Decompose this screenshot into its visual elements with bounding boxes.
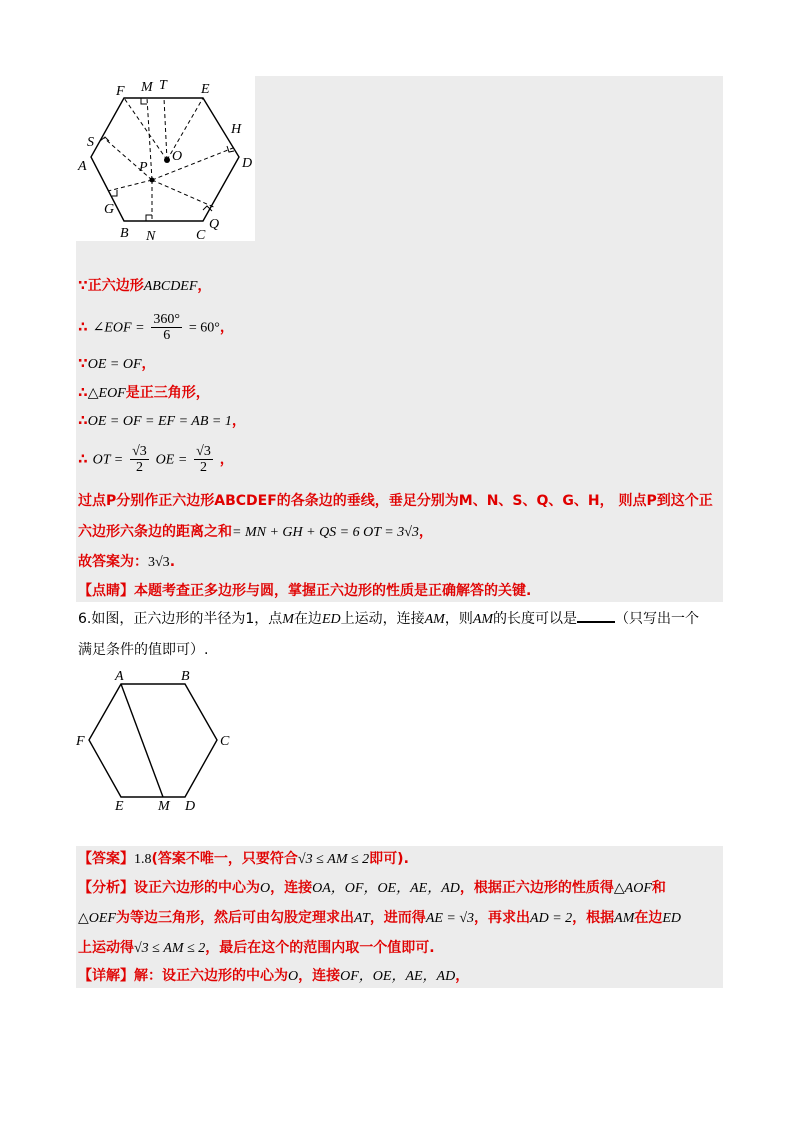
label-q: Q [209, 217, 220, 232]
hexagon-outline-2 [89, 684, 217, 797]
analysis-line-2: △OEF为等边三角形，然后可由勾股定理求出AT，进而得AE = √3，再求出AD = 2，根据AM在边ED [78, 910, 682, 926]
label-b2: B [181, 669, 190, 684]
solution-line-5: ∴OE = OF = EF = AB = 1， [78, 413, 246, 429]
label-c: C [196, 228, 206, 241]
solution-line-4: ∴△EOF是正三角形， [78, 385, 210, 401]
label-f: F [116, 84, 125, 99]
analysis-line-1: 【分析】设正六边形的中心为O，连接OA，OF，OE，AE，AD，根据正六边形的性质得△AOF和 [78, 880, 666, 896]
label-m2: M [158, 799, 170, 813]
solution-line-6: ∴ OT = $\frac{√3}{2}$ OE = $\frac{√3}{2}$ ， [78, 444, 234, 475]
label-n: N [146, 229, 156, 241]
label-m: M [141, 80, 153, 95]
analysis-line-3: 上运动得√3 ≤ AM ≤ 2，最后在这个的范围内取一个值即可. [78, 940, 435, 956]
detail-line-1: 【详解】解：设正六边形的中心为O，连接OF，OE，AE，AD， [78, 968, 470, 984]
solution-line-3: ∵OE = OF， [78, 356, 156, 372]
solution-line-7: 过点P分别作正六边形ABCDEF的各条边的垂线，垂足分别为M、N、S、Q、G、H， 则点P到这个正 [78, 493, 713, 509]
hexagon-figure-1 [76, 76, 255, 241]
answer-blank[interactable] [577, 609, 615, 623]
answer-line: 【答案】1.8(答案不唯一，只要符合√3 ≤ AM ≤ 2即可). [78, 851, 409, 867]
solution-line-2: ∴ ∠EOF = $\frac{360^\circ}{6}$ = 60°， [78, 312, 234, 343]
solution-line-9: 故答案为：3√3. [78, 554, 176, 570]
label-c2: C [220, 734, 230, 749]
question-6-line-1: 6.如图，正六边形的半径为1，点M在边ED上运动，连接AM，则AM的长度可以是 （只写出一个 [78, 611, 700, 627]
label-e2: E [115, 799, 124, 813]
segment-am [121, 684, 163, 797]
label-p: P [139, 160, 148, 175]
key-point-line: 【点睛】本题考查正多边形与圆，掌握正六边形的性质是正确解答的关键. [78, 583, 532, 599]
question-6-line-2: 满足条件的值即可）. [78, 642, 209, 658]
label-s: S [87, 135, 94, 150]
label-g: G [104, 202, 115, 217]
point-o [164, 157, 170, 163]
label-a: A [78, 159, 87, 174]
label-h: H [231, 122, 242, 137]
label-o: O [172, 149, 183, 164]
hexagon-figure-2 [70, 668, 240, 813]
label-t: T [159, 78, 167, 93]
point-p [150, 178, 155, 183]
label-d: D [242, 156, 253, 171]
label-a2: A [115, 669, 124, 684]
solution-line-8: 六边形六条边的距离之和= MN + GH + QS = 6 OT = 3√3， [78, 524, 433, 540]
label-e: E [201, 82, 210, 97]
label-d2: D [185, 799, 196, 813]
label-f2: F [76, 734, 85, 749]
label-b: B [120, 226, 129, 241]
solution-line-1: ∵正六边形ABCDEF， [78, 278, 212, 294]
